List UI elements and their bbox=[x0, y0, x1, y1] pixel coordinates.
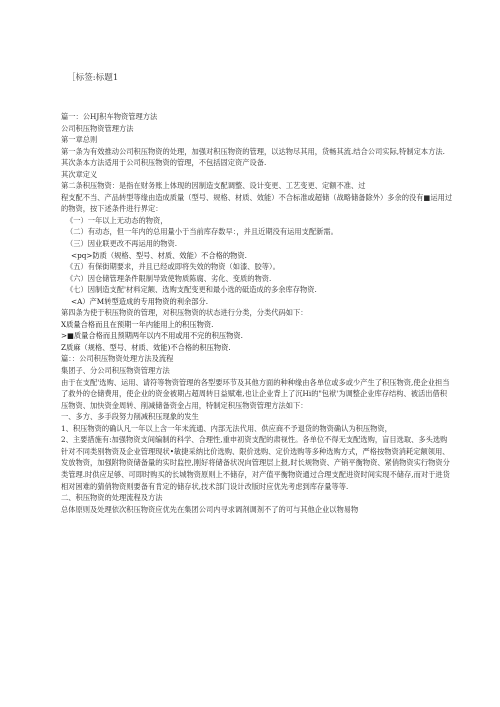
list-item: （三）因业联更改不再运用的物资. bbox=[66, 239, 178, 249]
paragraph: 第二条积压物资：是指在财务账上体现的因制造支配调整、设计变更、工艺变更、定额不准、过 bbox=[61, 181, 366, 191]
list-item: >■质量合格而且预期两年以内不用或用不完的积压物资. bbox=[61, 331, 243, 341]
chapter-heading-1: 第一章总则 bbox=[61, 135, 98, 145]
list-item: Z质麻（规格、型号、材质、效能)不合格的积压物资. bbox=[61, 342, 231, 352]
list-item: 《一）一年以上无动态的物资， bbox=[66, 215, 168, 225]
paragraph: 由于在支配'选购、运用、请符等物资管理的各型要环节及其他方面的种种缘由各单位或多或少产生了积压物资,使企业担当了救外的仓储费用，使企业的资金被期占超周转日益赋难,也让企业背上了沉Hi的"包袱'为调整企业库存结构、被活出借积压物资、加快资金周转、削减储备资金占用，特制定积压物资管理方法如下： bbox=[61, 377, 450, 410]
section-heading-2: 二、积压物资的处理流程及方法 bbox=[61, 493, 163, 503]
tag-label: ［标签:标题1 bbox=[67, 73, 119, 83]
paragraph: 程支配不当、产品转型等缘由造成质量（型号、规格、材质、效能）不合标准或超储（战略储备除外）多余的没有■运用过的物资，按下述条件进行界定： bbox=[61, 192, 453, 214]
paragraph: 第四条为使于积压物资的管理，对积压物资的状态进行分类，分类代码如下： bbox=[61, 308, 308, 318]
list-item: 《七）因制造支配'材料定额、选购支配变更和最小选的砥造成的多余库存物资. bbox=[66, 285, 317, 295]
article-title-1: 篇一：公HJ积车物资管理方法 bbox=[61, 112, 158, 121]
document-body bbox=[61, 111, 453, 515]
paragraph: 总体原则及处理依次积压物资应优先在集团公司内寻求调剂调剂不了的可与其他企业以物易物 bbox=[61, 504, 359, 514]
list-item: X质量合格而且在预期一年内能用上的积压物资. bbox=[61, 319, 214, 329]
article-title-2: 篇：：公司积压物资处理方法及流程 bbox=[61, 354, 174, 364]
doc-title: 集团子、分公司积压物资管理方法 bbox=[61, 366, 170, 376]
list-item: （二）有动态，但一年内的总用量小于当前库存数早：，并且近期没有运用支配新需。 bbox=[66, 227, 338, 237]
chapter-heading-2: 其次章定义 bbox=[61, 169, 98, 179]
paragraph: 其次条本方法适用于公司积压物资的管理，不包括固定资产设备. bbox=[61, 158, 267, 168]
section-heading-1: 一、多方、多手段努力削减积压现象的发生 bbox=[61, 412, 199, 422]
doc-title: 公司积压物资管理方法 bbox=[61, 123, 134, 133]
paragraph: 1、积压物资的确认凡一年以上含一年未流通、内部无法代用、供应商不予退货的物资确认为积压物资， bbox=[61, 423, 392, 433]
list-item: <A）产M转型造成的专用物资的利余部分. bbox=[71, 296, 209, 306]
list-item: <pq>防质（规格、型号、材质、效能）不合格的物资. bbox=[71, 250, 247, 260]
list-item: 《五）有保街期要求，并且已经或即将失效的物资（如漆、胶等）。 bbox=[66, 262, 280, 272]
paragraph: 2、主要措施有:加强物资支间编制的科学、合理性,重申初资支配的肃视性。各单位不得无支配选购，盲目选取、多头选购针对不同类别物资及企业管理现状•敏捷采纳比价选购、限价选购、定价选购等多种选购方式，严格按物资消耗定额领用、发放物资，加强附物资储备量的实时监控,刚好将储备状况向管理层上报,时长规物资、产销平衡物资、紧俏物资实行物资分类管理.时供应足够、可即时购买的长城物资原则上不储存，对产值平衡物资通过合理支配进资时间实现不储存,而对于进货相对困难的猜俏物资则要备有肯定的储存状,技术部门设计改版时应优先考虑到库存量等等. bbox=[61, 435, 450, 491]
list-item: 《六）因仓储管理条件限制导致使物质陈腐、劣化、变质的物资. bbox=[66, 273, 272, 283]
paragraph: 第一条为有效推动公司积压物资的处理，加强对积压物资的管理，以达物尽其用，货畅其流.结合公司实际,特制定本方法. bbox=[61, 146, 445, 156]
